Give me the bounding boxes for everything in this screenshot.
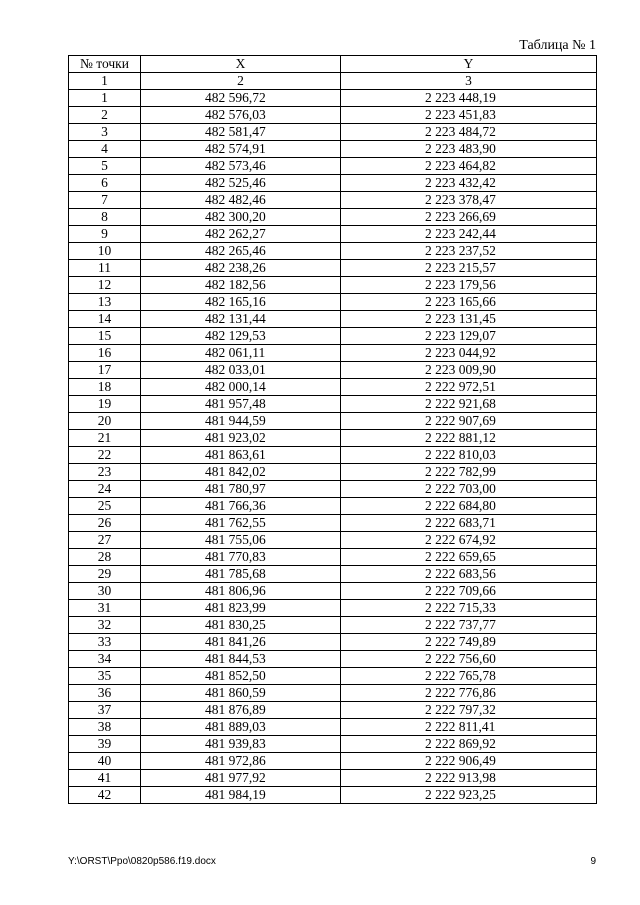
x-cell: 481 876,89 [141, 702, 341, 719]
point-number-cell: 38 [69, 719, 141, 736]
x-cell: 481 770,83 [141, 549, 341, 566]
table-row [69, 600, 597, 617]
table-row [69, 515, 597, 532]
y-cell: 2 222 709,66 [341, 583, 597, 600]
y-cell: 2 222 869,92 [341, 736, 597, 753]
x-cell: 481 977,92 [141, 770, 341, 787]
y-cell: 2 222 797,32 [341, 702, 597, 719]
table-header-row [69, 56, 597, 73]
table-row [69, 192, 597, 209]
x-cell: 481 842,02 [141, 464, 341, 481]
table-row [69, 141, 597, 158]
table-row [69, 583, 597, 600]
y-cell: 2 222 765,78 [341, 668, 597, 685]
point-number-cell: 40 [69, 753, 141, 770]
x-cell: 482 265,46 [141, 243, 341, 260]
point-number-cell: 27 [69, 532, 141, 549]
point-number-cell: 16 [69, 345, 141, 362]
point-number-cell: 22 [69, 447, 141, 464]
x-cell: 482 165,16 [141, 294, 341, 311]
point-number-cell: 11 [69, 260, 141, 277]
table-row [69, 396, 597, 413]
point-number-cell: 19 [69, 396, 141, 413]
y-cell: 2 222 703,00 [341, 481, 597, 498]
table-row [69, 651, 597, 668]
x-cell: 482 033,01 [141, 362, 341, 379]
table-row [69, 447, 597, 464]
table-row [69, 770, 597, 787]
table-row [69, 617, 597, 634]
y-cell: 2 223 215,57 [341, 260, 597, 277]
x-cell: 481 957,48 [141, 396, 341, 413]
y-cell: 2 222 756,60 [341, 651, 597, 668]
x-cell: 481 852,50 [141, 668, 341, 685]
table-row [69, 311, 597, 328]
y-cell: 2 222 737,77 [341, 617, 597, 634]
x-cell: 481 844,53 [141, 651, 341, 668]
y-cell: 2 223 464,82 [341, 158, 597, 175]
table-row [69, 464, 597, 481]
point-number-cell: 29 [69, 566, 141, 583]
table-row [69, 532, 597, 549]
table-row [69, 226, 597, 243]
point-number-cell: 2 [69, 107, 141, 124]
table-row [69, 566, 597, 583]
x-cell: 482 238,26 [141, 260, 341, 277]
y-cell: 2 223 009,90 [341, 362, 597, 379]
y-cell: 2 223 484,72 [341, 124, 597, 141]
table-row [69, 243, 597, 260]
x-cell: 481 923,02 [141, 430, 341, 447]
point-number-cell: 20 [69, 413, 141, 430]
table-row [69, 294, 597, 311]
table-row [69, 668, 597, 685]
y-cell: 2 222 776,86 [341, 685, 597, 702]
table-row [69, 175, 597, 192]
point-number-cell: 41 [69, 770, 141, 787]
point-number-cell: 30 [69, 583, 141, 600]
point-number-cell: 7 [69, 192, 141, 209]
table-row [69, 736, 597, 753]
table-row [69, 753, 597, 770]
y-cell: 2 222 715,33 [341, 600, 597, 617]
y-cell: 2 222 659,65 [341, 549, 597, 566]
footer-file-path: Y:\ORST\Ppo\0820p586.f19.docx [68, 856, 216, 867]
y-cell: 2 223 242,44 [341, 226, 597, 243]
point-number-cell: 39 [69, 736, 141, 753]
point-number-cell: 31 [69, 600, 141, 617]
y-cell: 2 222 921,68 [341, 396, 597, 413]
y-cell: 2 222 972,51 [341, 379, 597, 396]
x-cell: 482 482,46 [141, 192, 341, 209]
x-cell: 481 889,03 [141, 719, 341, 736]
table-row [69, 430, 597, 447]
point-number-cell: 10 [69, 243, 141, 260]
y-cell: 2 222 674,92 [341, 532, 597, 549]
y-cell: 2 223 129,07 [341, 328, 597, 345]
point-number-cell: 3 [69, 124, 141, 141]
y-cell: 2 222 923,25 [341, 787, 597, 804]
point-number-cell: 14 [69, 311, 141, 328]
x-cell: 481 823,99 [141, 600, 341, 617]
x-cell: 482 576,03 [141, 107, 341, 124]
table-row [69, 124, 597, 141]
x-cell: 482 129,53 [141, 328, 341, 345]
x-cell: 481 762,55 [141, 515, 341, 532]
table-row [69, 413, 597, 430]
x-cell: 482 574,91 [141, 141, 341, 158]
x-cell: 482 581,47 [141, 124, 341, 141]
point-number-cell: 28 [69, 549, 141, 566]
x-cell: 481 984,19 [141, 787, 341, 804]
table-caption: Таблица № 1 [519, 38, 596, 53]
y-cell: 2 222 811,41 [341, 719, 597, 736]
point-number-cell: 23 [69, 464, 141, 481]
point-number-cell: 26 [69, 515, 141, 532]
y-cell: 2 222 913,98 [341, 770, 597, 787]
point-number-cell: 8 [69, 209, 141, 226]
y-cell: 2 222 684,80 [341, 498, 597, 515]
point-number-cell: 36 [69, 685, 141, 702]
x-cell: 481 785,68 [141, 566, 341, 583]
y-cell: 2 223 432,42 [341, 175, 597, 192]
y-cell: 2 223 266,69 [341, 209, 597, 226]
point-number-cell: 32 [69, 617, 141, 634]
y-cell: 2 223 378,47 [341, 192, 597, 209]
point-number-cell: 18 [69, 379, 141, 396]
column-number-1: 1 [69, 73, 141, 90]
header-point-number: № точки [69, 56, 141, 73]
column-number-2: 2 [141, 73, 341, 90]
point-number-cell: 4 [69, 141, 141, 158]
table-body [69, 90, 597, 804]
point-number-cell: 15 [69, 328, 141, 345]
x-cell: 481 944,59 [141, 413, 341, 430]
y-cell: 2 222 683,71 [341, 515, 597, 532]
header-x: X [141, 56, 341, 73]
table-row [69, 277, 597, 294]
table-row [69, 481, 597, 498]
y-cell: 2 222 782,99 [341, 464, 597, 481]
point-number-cell: 17 [69, 362, 141, 379]
x-cell: 482 182,56 [141, 277, 341, 294]
coordinates-table [68, 55, 597, 804]
table-row [69, 328, 597, 345]
y-cell: 2 223 483,90 [341, 141, 597, 158]
y-cell: 2 222 907,69 [341, 413, 597, 430]
y-cell: 2 223 044,92 [341, 345, 597, 362]
y-cell: 2 223 448,19 [341, 90, 597, 107]
x-cell: 482 000,14 [141, 379, 341, 396]
x-cell: 481 780,97 [141, 481, 341, 498]
table-row [69, 209, 597, 226]
y-cell: 2 222 683,56 [341, 566, 597, 583]
x-cell: 481 863,61 [141, 447, 341, 464]
y-cell: 2 223 451,83 [341, 107, 597, 124]
x-cell: 481 972,86 [141, 753, 341, 770]
x-cell: 482 131,44 [141, 311, 341, 328]
column-number-row [69, 73, 597, 90]
point-number-cell: 37 [69, 702, 141, 719]
x-cell: 482 573,46 [141, 158, 341, 175]
point-number-cell: 1 [69, 90, 141, 107]
y-cell: 2 222 881,12 [341, 430, 597, 447]
point-number-cell: 21 [69, 430, 141, 447]
point-number-cell: 33 [69, 634, 141, 651]
x-cell: 481 841,26 [141, 634, 341, 651]
point-number-cell: 9 [69, 226, 141, 243]
table-row [69, 158, 597, 175]
x-cell: 481 755,06 [141, 532, 341, 549]
x-cell: 482 525,46 [141, 175, 341, 192]
column-number-3: 3 [341, 73, 597, 90]
point-number-cell: 24 [69, 481, 141, 498]
footer-page-number: 9 [590, 856, 596, 867]
table-row [69, 498, 597, 515]
x-cell: 481 830,25 [141, 617, 341, 634]
point-number-cell: 13 [69, 294, 141, 311]
point-number-cell: 6 [69, 175, 141, 192]
table-row [69, 719, 597, 736]
point-number-cell: 5 [69, 158, 141, 175]
table-row [69, 549, 597, 566]
x-cell: 482 061,11 [141, 345, 341, 362]
x-cell: 482 596,72 [141, 90, 341, 107]
table-row [69, 702, 597, 719]
x-cell: 481 806,96 [141, 583, 341, 600]
x-cell: 482 300,20 [141, 209, 341, 226]
point-number-cell: 35 [69, 668, 141, 685]
y-cell: 2 222 749,89 [341, 634, 597, 651]
table-row [69, 634, 597, 651]
y-cell: 2 222 906,49 [341, 753, 597, 770]
x-cell: 481 860,59 [141, 685, 341, 702]
table-row [69, 260, 597, 277]
point-number-cell: 12 [69, 277, 141, 294]
table-row [69, 90, 597, 107]
table-row [69, 107, 597, 124]
table-row [69, 345, 597, 362]
header-y: Y [341, 56, 597, 73]
table-row [69, 379, 597, 396]
y-cell: 2 223 237,52 [341, 243, 597, 260]
table-row [69, 685, 597, 702]
x-cell: 482 262,27 [141, 226, 341, 243]
y-cell: 2 223 165,66 [341, 294, 597, 311]
point-number-cell: 42 [69, 787, 141, 804]
y-cell: 2 223 179,56 [341, 277, 597, 294]
point-number-cell: 34 [69, 651, 141, 668]
table-row [69, 787, 597, 804]
table-row [69, 362, 597, 379]
y-cell: 2 222 810,03 [341, 447, 597, 464]
x-cell: 481 766,36 [141, 498, 341, 515]
x-cell: 481 939,83 [141, 736, 341, 753]
point-number-cell: 25 [69, 498, 141, 515]
y-cell: 2 223 131,45 [341, 311, 597, 328]
